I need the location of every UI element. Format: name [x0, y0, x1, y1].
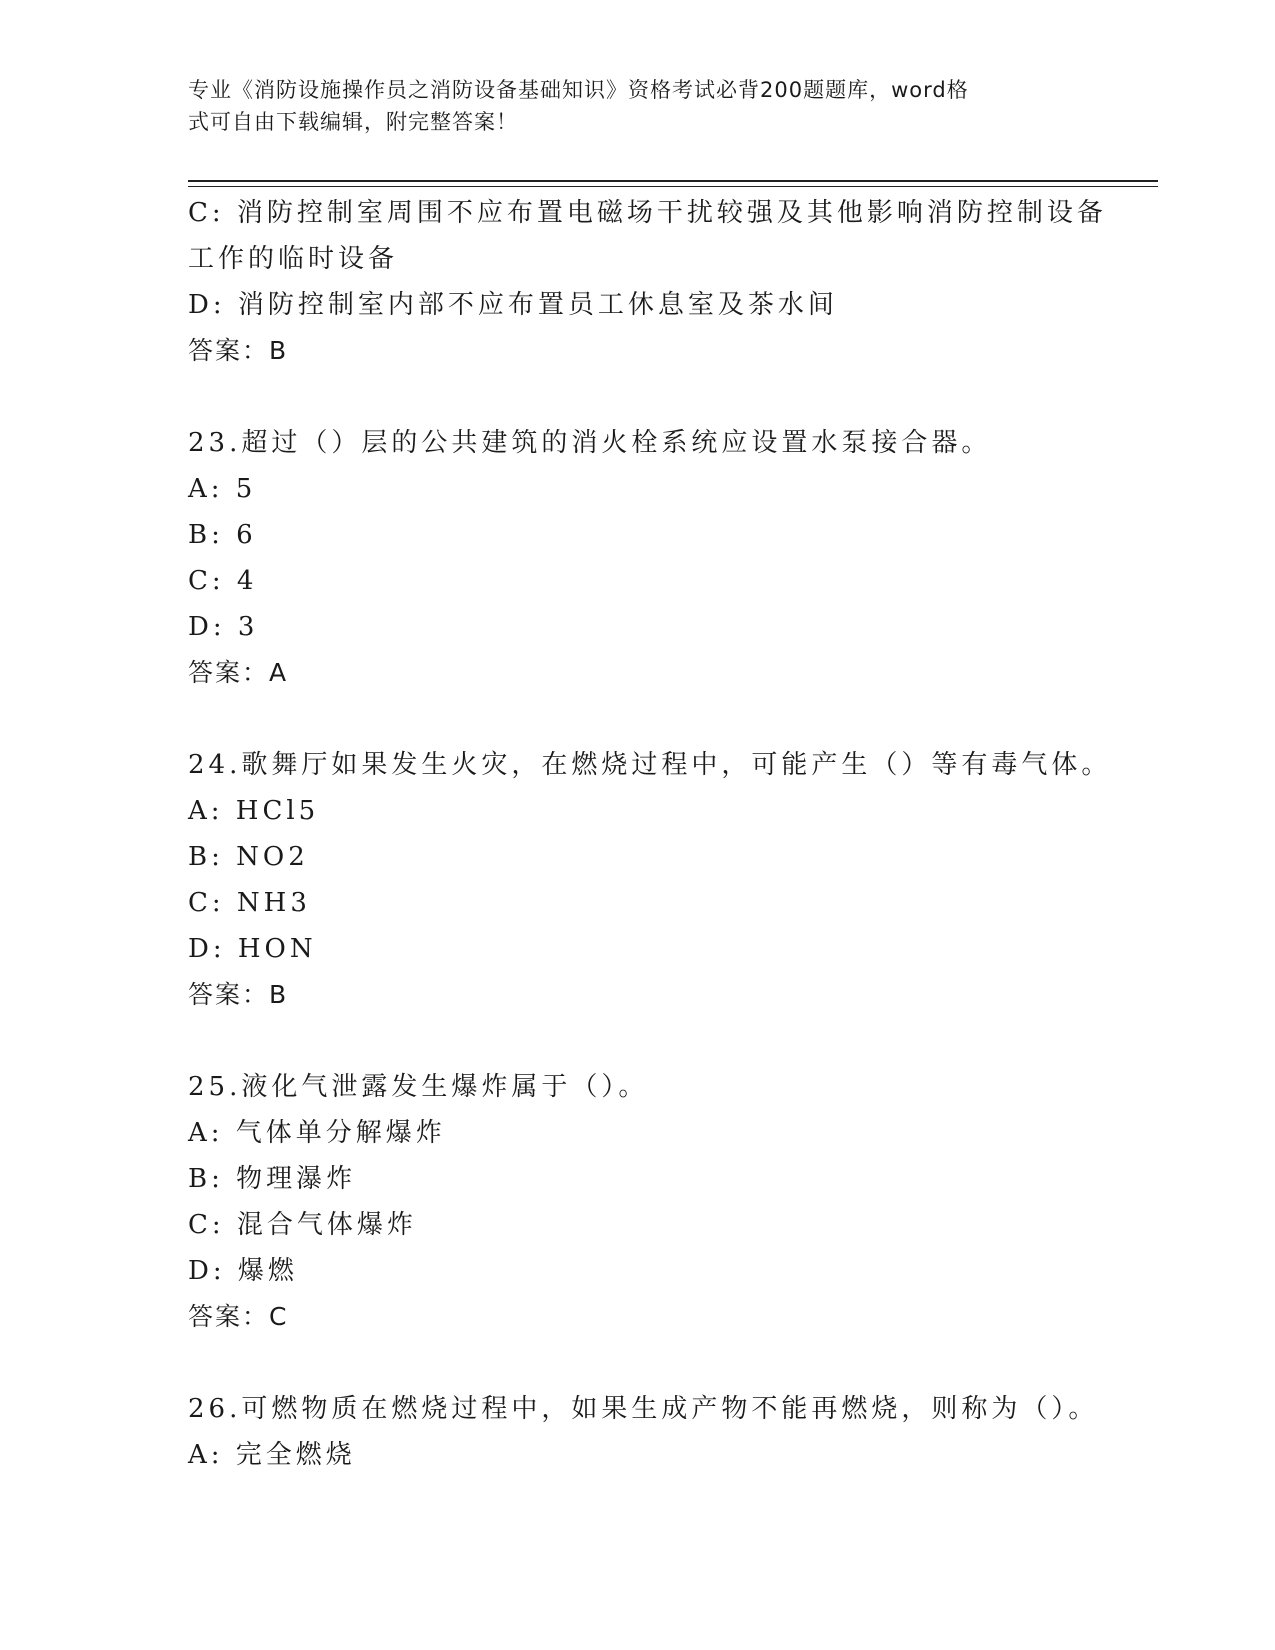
option-d: D: 消防控制室内部不应布置员工休息室及茶水间 [188, 290, 838, 320]
question-stem: 24.歌舞厅如果发生火灾，在燃烧过程中，可能产生（）等有毒气体。 [188, 750, 1112, 780]
option-c: C: 混合气体爆炸 [188, 1210, 417, 1240]
header-divider-thick [188, 180, 1158, 182]
answer: 答案：A [188, 658, 289, 687]
option-d: D: 爆燃 [188, 1256, 298, 1286]
question-stem: 26.可燃物质在燃烧过程中，如果生成产物不能再燃烧，则称为（）。 [188, 1394, 1099, 1424]
option-b: B: 物理瀑炸 [188, 1164, 357, 1194]
question-stem: 25.液化气泄露发生爆炸属于（）。 [188, 1072, 649, 1102]
answer: 答案：C [188, 1302, 289, 1331]
document-header [188, 74, 1068, 138]
spacer [188, 696, 1148, 742]
option-c: C: 4 [188, 566, 258, 596]
question-26 [188, 1386, 1148, 1478]
option-a: A: HCl5 [188, 796, 320, 826]
option-d: D: HON [188, 934, 317, 964]
question-stem: 23.超过（）层的公共建筑的消火栓系统应设置水泵接合器。 [188, 428, 992, 458]
question-content [188, 190, 1148, 1478]
option-a: A: 完全燃烧 [188, 1440, 356, 1470]
option-d: D: 3 [188, 612, 259, 642]
answer: 答案：B [188, 336, 289, 365]
question-22-continued [188, 190, 1148, 374]
question-25 [188, 1064, 1148, 1340]
option-a: A: 5 [188, 474, 257, 504]
header-line-1: 专业《消防设施操作员之消防设备基础知识》资格考试必背200题题库，word格 [188, 78, 969, 102]
answer: 答案：B [188, 980, 289, 1009]
option-c-line-2: 工作的临时设备 [188, 244, 399, 274]
option-b: B: 6 [188, 520, 257, 550]
spacer [188, 1018, 1148, 1064]
spacer [188, 374, 1148, 420]
header-line-2: 式可自由下载编辑，附完整答案！ [188, 110, 518, 134]
question-23 [188, 420, 1148, 696]
option-b: B: NO2 [188, 842, 309, 872]
option-c-line-1: C: 消防控制室周围不应布置电磁场干扰较强及其他影响消防控制设备 [188, 198, 1107, 228]
option-c: C: NH3 [188, 888, 311, 918]
option-a: A: 气体单分解爆炸 [188, 1118, 446, 1148]
spacer [188, 1340, 1148, 1386]
question-24 [188, 742, 1148, 1018]
header-divider-thin [188, 186, 1158, 187]
